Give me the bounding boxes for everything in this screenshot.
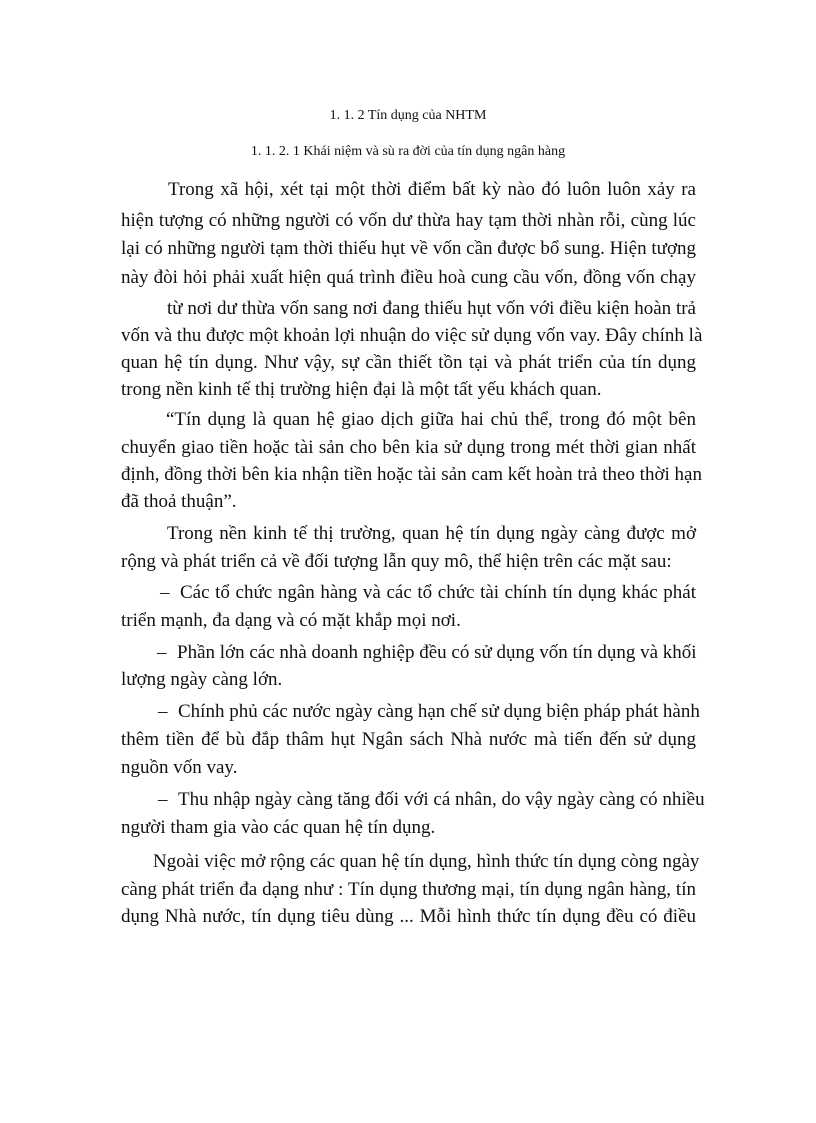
- paragraph-line: hiện tượng có những người có vốn dư thừa hay tạm thời nhàn rỗi, cùng lúc: [121, 210, 696, 231]
- paragraph-line: chuyển giao tiền hoặc tài sản cho bên kia sử dụng trong mét thời gian nhất: [121, 437, 696, 458]
- paragraph-line: càng phát triển đa dạng như : Tín dụng thương mại, tín dụng ngân hàng, tín: [121, 879, 696, 900]
- dash-bullet: –: [157, 642, 167, 663]
- list-item-line: lượng ngày càng lớn.: [121, 669, 283, 690]
- paragraph-line: Trong xã hội, xét tại một thời điểm bất kỳ nào đó luôn luôn xảy ra: [168, 179, 696, 200]
- list-item-line: người tham gia vào các quan hệ tín dụng.: [121, 817, 436, 838]
- paragraph-line: vốn và thu được một khoản lợi nhuận do việc sử dụng vốn vay. Đây chính là: [121, 325, 703, 346]
- paragraph-line: trong nền kinh tế thị trường hiện đại là một tất yếu khách quan.: [121, 379, 602, 400]
- section-heading: 1. 1. 2 Tín dụng của NHTM: [329, 108, 487, 123]
- paragraph-line: “Tín dụng là quan hệ giao dịch giữa hai chủ thể, trong đó một bên: [166, 409, 696, 430]
- list-item-line: triển mạnh, đa dạng và có mặt khắp mọi nơi.: [121, 610, 461, 631]
- paragraph-line: dụng Nhà nước, tín dụng tiêu dùng ... Mỗi hình thức tín dụng đều có điều: [121, 906, 696, 927]
- list-item-line: Thu nhập ngày càng tăng đối với cá nhân, do vậy ngày càng có nhiều: [178, 789, 705, 810]
- list-item-line: Các tổ chức ngân hàng và các tổ chức tài chính tín dụng khác phát: [180, 582, 696, 603]
- paragraph-line: định, đồng thời bên kia nhận tiền hoặc tài sản cam kết hoàn trả theo thời hạn: [121, 464, 702, 485]
- paragraph-line: Ngoài việc mở rộng các quan hệ tín dụng, hình thức tín dụng còng ngày: [153, 851, 700, 872]
- paragraph-line: từ nơi dư thừa vốn sang nơi đang thiếu hụt vốn với điều kiện hoàn trả: [167, 298, 696, 319]
- paragraph-line: quan hệ tín dụng. Như vậy, sự cần thiết tồn tại và phát triển của tín dụng: [121, 352, 696, 373]
- dash-bullet: –: [160, 582, 170, 603]
- list-item-line: Chính phủ các nước ngày càng hạn chế sử dụng biện pháp phát hành: [178, 701, 700, 722]
- paragraph-line: Trong nền kinh tế thị trường, quan hệ tín dụng ngày càng được mở: [167, 523, 696, 544]
- subsection-heading: 1. 1. 2. 1 Khái niệm và sù ra đời của tín dụng ngân hàng: [250, 144, 566, 159]
- paragraph-line: đã thoả thuận”.: [121, 491, 237, 512]
- paragraph-line: này đòi hỏi phải xuất hiện quá trình điều hoà cung cầu vốn, đồng vốn chạy: [121, 267, 696, 288]
- paragraph-line: lại có những người tạm thời thiếu hụt về vốn cần được bổ sung. Hiện tượng: [121, 238, 696, 259]
- list-item-line: thêm tiền để bù đắp thâm hụt Ngân sách Nhà nước mà tiến đến sử dụng: [121, 729, 696, 750]
- dash-bullet: –: [158, 701, 168, 722]
- dash-bullet: –: [158, 789, 168, 810]
- list-item-line: nguồn vốn vay.: [121, 757, 238, 778]
- paragraph-line: rộng và phát triển cả về đối tượng lẫn quy mô, thể hiện trên các mặt sau:: [121, 551, 672, 572]
- list-item-line: Phần lớn các nhà doanh nghiệp đều có sử dụng vốn tín dụng và khối: [177, 642, 697, 663]
